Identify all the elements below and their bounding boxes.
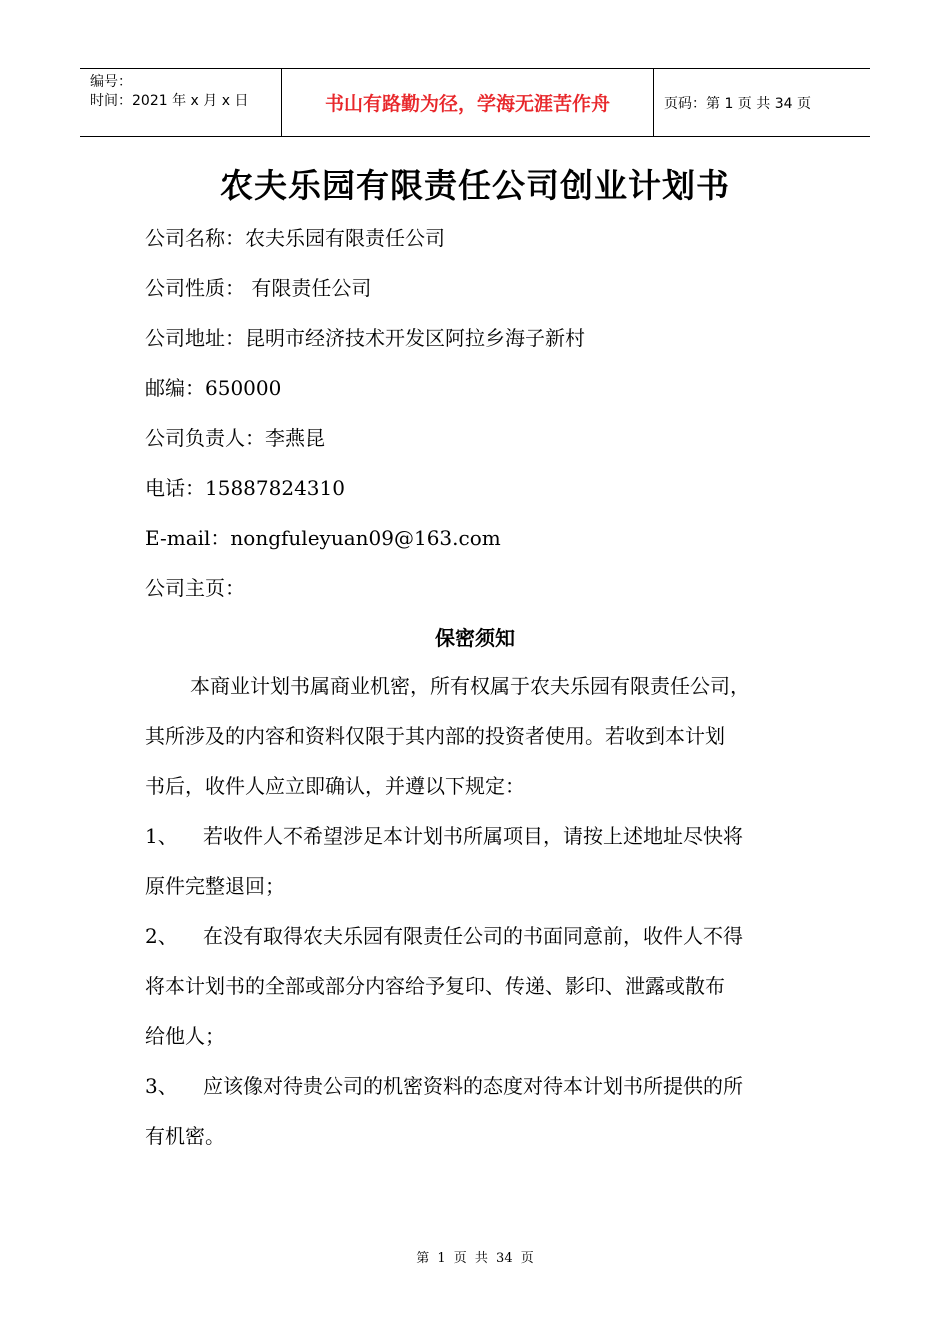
company-homepage: 公司主页： xyxy=(145,576,245,600)
company-owner: 公司负责人：李燕昆 xyxy=(145,426,325,450)
header-motto: 书山有路勤为径，学海无涯苦作舟 xyxy=(282,69,654,136)
company-email: E-mail：nongfuleyuan09@163.com xyxy=(145,526,501,550)
company-phone: 电话：15887824310 xyxy=(145,476,345,500)
rule-text: 应该像对待贵公司的机密资料的态度对待本计划书所提供的所 xyxy=(203,1074,743,1098)
rule-item-1 xyxy=(145,820,743,849)
header-time: 时间：2021 年 x 月 x 日 xyxy=(90,93,249,109)
page-header xyxy=(80,68,870,137)
company-name: 公司名称：农夫乐园有限责任公司 xyxy=(145,226,445,250)
header-number: 编号： xyxy=(90,74,132,90)
rule-text: 在没有取得农夫乐园有限责任公司的书面同意前，收件人不得 xyxy=(203,924,743,948)
rule-text: 若收件人不希望涉足本计划书所属项目，请按上述地址尽快将 xyxy=(203,824,743,848)
intro-line: 其所涉及的内容和资料仅限于其内部的投资者使用。若收到本计划 xyxy=(145,724,725,748)
rule-text-continued: 有机密。 xyxy=(145,1124,225,1148)
header-meta xyxy=(80,69,282,136)
company-type: 公司性质： 有限责任公司 xyxy=(145,276,372,300)
rule-text-continued: 原件完整退回； xyxy=(145,874,285,898)
intro-line: 书后，收件人应立即确认，并遵以下规定： xyxy=(145,774,525,798)
rule-text-continued: 将本计划书的全部或部分内容给予复印、传递、影印、泄露或散布 xyxy=(145,974,725,998)
document-title: 农夫乐园有限责任公司创业计划书 xyxy=(220,166,730,205)
rule-number: 2、 xyxy=(145,924,178,948)
rule-item-3 xyxy=(145,1070,743,1099)
rule-item-2 xyxy=(145,920,743,949)
page-footer: 第 1 页 共 34 页 xyxy=(416,1251,534,1266)
header-page-info: 页码：第 1 页 共 34 页 xyxy=(664,95,811,112)
rule-number: 3、 xyxy=(145,1074,178,1098)
rule-number: 1、 xyxy=(145,824,178,848)
company-postcode: 邮编：650000 xyxy=(145,376,282,400)
rule-text-continued: 给他人； xyxy=(145,1024,225,1048)
intro-line: 本商业计划书属商业机密，所有权属于农夫乐园有限责任公司， xyxy=(190,674,750,698)
company-address: 公司地址：昆明市经济技术开发区阿拉乡海子新村 xyxy=(145,326,585,350)
confidential-heading: 保密须知 xyxy=(435,626,515,650)
